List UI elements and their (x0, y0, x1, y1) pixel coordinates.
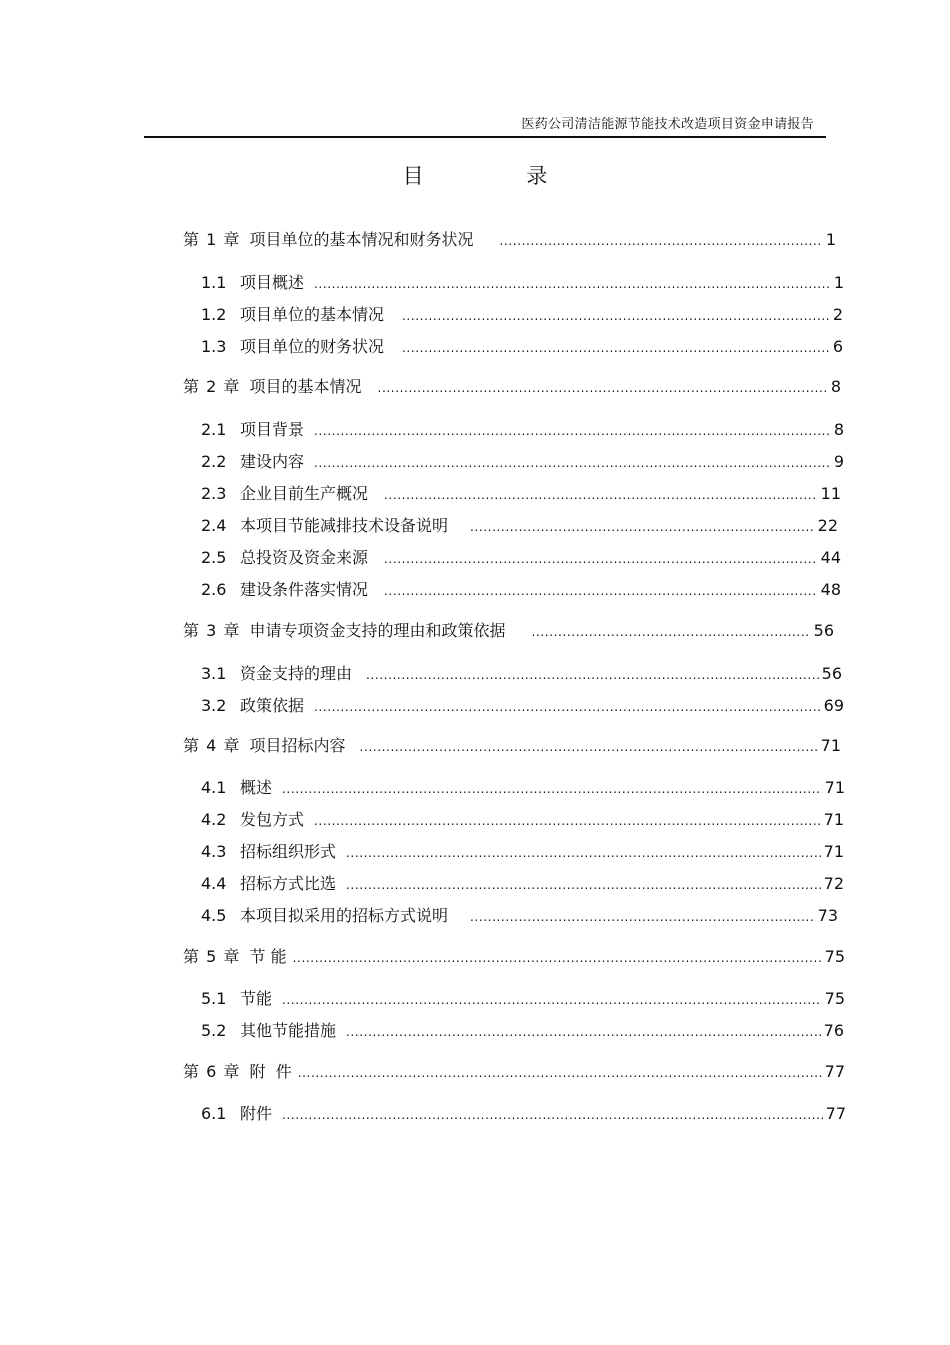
toc-entry-page: 77 (825, 1104, 846, 1123)
toc-entry-number: 1.1 (201, 273, 227, 292)
toc-entry-section[interactable] (201, 989, 845, 1009)
toc-entry-page: 56 (813, 621, 834, 640)
toc-entry-title: 招标方式比选 (240, 874, 337, 893)
toc-entry-title: 企业目前生产概况 (240, 484, 369, 503)
toc-dot-leader (346, 1022, 821, 1042)
toc-entry-number: 第 6 章 (183, 1062, 240, 1081)
toc-dot-leader (360, 737, 818, 757)
toc-entry-section[interactable] (201, 874, 844, 894)
toc-dot-leader (282, 990, 822, 1010)
toc-dot-leader (282, 1105, 823, 1125)
toc-entry-section[interactable] (201, 580, 841, 600)
toc-dot-leader (314, 421, 831, 441)
toc-entry-section[interactable] (201, 1104, 846, 1124)
toc-entry-number: 5.1 (201, 989, 227, 1008)
toc-entry-title: 附件 (240, 1104, 273, 1123)
toc-entry-chapter[interactable] (183, 621, 834, 641)
toc-dot-leader (282, 779, 822, 799)
toc-entry-number: 1.3 (201, 337, 227, 356)
toc-entry-title: 项目的基本情况 (249, 377, 362, 396)
toc-dot-leader (532, 622, 811, 642)
toc-dot-leader (314, 697, 821, 717)
toc-entry-page: 73 (817, 906, 838, 925)
toc-entry-number: 4.4 (201, 874, 227, 893)
toc-entry-page: 77 (824, 1062, 845, 1081)
toc-entry-section[interactable] (201, 696, 844, 716)
toc-entry-number: 3.1 (201, 664, 227, 683)
toc-entry-page: 8 (830, 377, 841, 396)
toc-dot-leader (384, 581, 818, 601)
toc-entry-title: 节能 (240, 989, 273, 1008)
toc-entry-page: 1 (833, 273, 844, 292)
toc-entry-chapter[interactable] (183, 736, 841, 756)
toc-entry-section[interactable] (201, 484, 841, 504)
toc-entry-page: 76 (823, 1021, 844, 1040)
toc-entry-number: 第 4 章 (183, 736, 240, 755)
toc-entry-title: 项目单位的基本情况 (240, 305, 385, 324)
toc-entry-title: 发包方式 (240, 810, 305, 829)
toc-entry-number: 2.6 (201, 580, 227, 599)
toc-entry-section[interactable] (201, 906, 838, 926)
toc-dot-leader (314, 274, 831, 294)
toc-entry-page: 71 (823, 810, 844, 829)
toc-entry-title: 项目背景 (240, 420, 305, 439)
toc-entry-section[interactable] (201, 778, 845, 798)
toc-entry-number: 6.1 (201, 1104, 227, 1123)
toc-title: 目 录 (402, 164, 596, 188)
toc-entry-number: 2.1 (201, 420, 227, 439)
toc-entry-page: 44 (820, 548, 841, 567)
toc-dot-leader (314, 453, 831, 473)
toc-entry-title: 项目概述 (240, 273, 305, 292)
toc-entry-number: 4.1 (201, 778, 227, 797)
toc-entry-title: 政策依据 (240, 696, 305, 715)
toc-entry-title: 附 件 (249, 1062, 292, 1081)
toc-entry-page: 6 (832, 337, 843, 356)
toc-dot-leader (402, 338, 830, 358)
toc-entry-page: 9 (833, 452, 844, 471)
toc-entry-page: 71 (824, 778, 845, 797)
toc-entry-section[interactable] (201, 337, 843, 357)
toc-entry-number: 4.2 (201, 810, 227, 829)
toc-entry-chapter[interactable] (183, 377, 841, 397)
toc-entry-page: 71 (820, 736, 841, 755)
toc-entry-number: 2.5 (201, 548, 227, 567)
toc-entry-page: 72 (823, 874, 844, 893)
toc-entry-section[interactable] (201, 516, 838, 536)
toc-entry-title: 项目单位的财务状况 (240, 337, 385, 356)
toc-entry-title: 总投资及资金来源 (240, 548, 369, 567)
toc-entry-section[interactable] (201, 664, 842, 684)
toc-entry-number: 1.2 (201, 305, 227, 324)
toc-entry-section[interactable] (201, 305, 843, 325)
toc-entry-title: 项目单位的基本情况和财务状况 (249, 230, 474, 249)
toc-entry-page: 75 (824, 947, 845, 966)
toc-entry-number: 4.3 (201, 842, 227, 861)
toc-entry-title: 建设内容 (240, 452, 305, 471)
toc-entry-page: 56 (821, 664, 842, 683)
toc-entry-section[interactable] (201, 810, 844, 830)
toc-entry-title: 节 能 (249, 947, 287, 966)
toc-entry-title: 申请专项资金支持的理由和政策依据 (249, 621, 506, 640)
toc-entry-chapter[interactable] (183, 1062, 845, 1082)
toc-entry-chapter[interactable] (183, 230, 836, 250)
toc-entry-title: 本项目节能减排技术设备说明 (240, 516, 449, 535)
running-header: 医药公司清洁能源节能技术改造项目资金申请报告 (521, 117, 814, 132)
toc-entry-title: 其他节能措施 (240, 1021, 337, 1040)
toc-entry-page: 2 (832, 305, 843, 324)
toc-entry-number: 4.5 (201, 906, 227, 925)
toc-dot-leader (378, 378, 828, 398)
toc-entry-page: 1 (825, 230, 836, 249)
toc-entry-title: 建设条件落实情况 (240, 580, 369, 599)
toc-entry-section[interactable] (201, 273, 844, 293)
toc-entry-number: 2.2 (201, 452, 227, 471)
toc-entry-title: 本项目拟采用的招标方式说明 (240, 906, 449, 925)
toc-dot-leader (384, 549, 818, 569)
toc-entry-number: 2.3 (201, 484, 227, 503)
toc-entry-page: 11 (820, 484, 841, 503)
toc-entry-section[interactable] (201, 842, 844, 862)
toc-entry-page: 48 (820, 580, 841, 599)
toc-dot-leader (384, 485, 818, 505)
toc-entry-page: 71 (823, 842, 844, 861)
header-rule (144, 136, 826, 138)
toc-dot-leader (366, 665, 819, 685)
toc-dot-leader (293, 948, 822, 968)
toc-entry-number: 2.4 (201, 516, 227, 535)
toc-entry-page: 22 (817, 516, 838, 535)
toc-entry-title: 概述 (240, 778, 273, 797)
toc-entry-chapter[interactable] (183, 947, 845, 967)
toc-entry-number: 3.2 (201, 696, 227, 715)
toc-entry-number: 5.2 (201, 1021, 227, 1040)
toc-entry-section[interactable] (201, 420, 844, 440)
toc-entry-number: 第 3 章 (183, 621, 240, 640)
toc-entry-page: 8 (833, 420, 844, 439)
toc-entry-section[interactable] (201, 548, 841, 568)
toc-dot-leader (470, 907, 815, 927)
toc-dot-leader (346, 843, 821, 863)
toc-dot-leader (470, 517, 815, 537)
toc-entry-number: 第 2 章 (183, 377, 240, 396)
toc-entry-page: 75 (824, 989, 845, 1008)
toc-dot-leader (298, 1063, 822, 1083)
toc-dot-leader (500, 231, 823, 251)
toc-dot-leader (346, 875, 821, 895)
toc-entry-page: 69 (823, 696, 844, 715)
toc-dot-leader (314, 811, 821, 831)
toc-entry-number: 第 5 章 (183, 947, 240, 966)
toc-dot-leader (402, 306, 830, 326)
toc-entry-section[interactable] (201, 1021, 844, 1041)
toc-entry-title: 招标组织形式 (240, 842, 337, 861)
toc-entry-title: 项目招标内容 (249, 736, 346, 755)
toc-entry-number: 第 1 章 (183, 230, 240, 249)
toc-entry-title: 资金支持的理由 (240, 664, 353, 683)
toc-entry-section[interactable] (201, 452, 844, 472)
